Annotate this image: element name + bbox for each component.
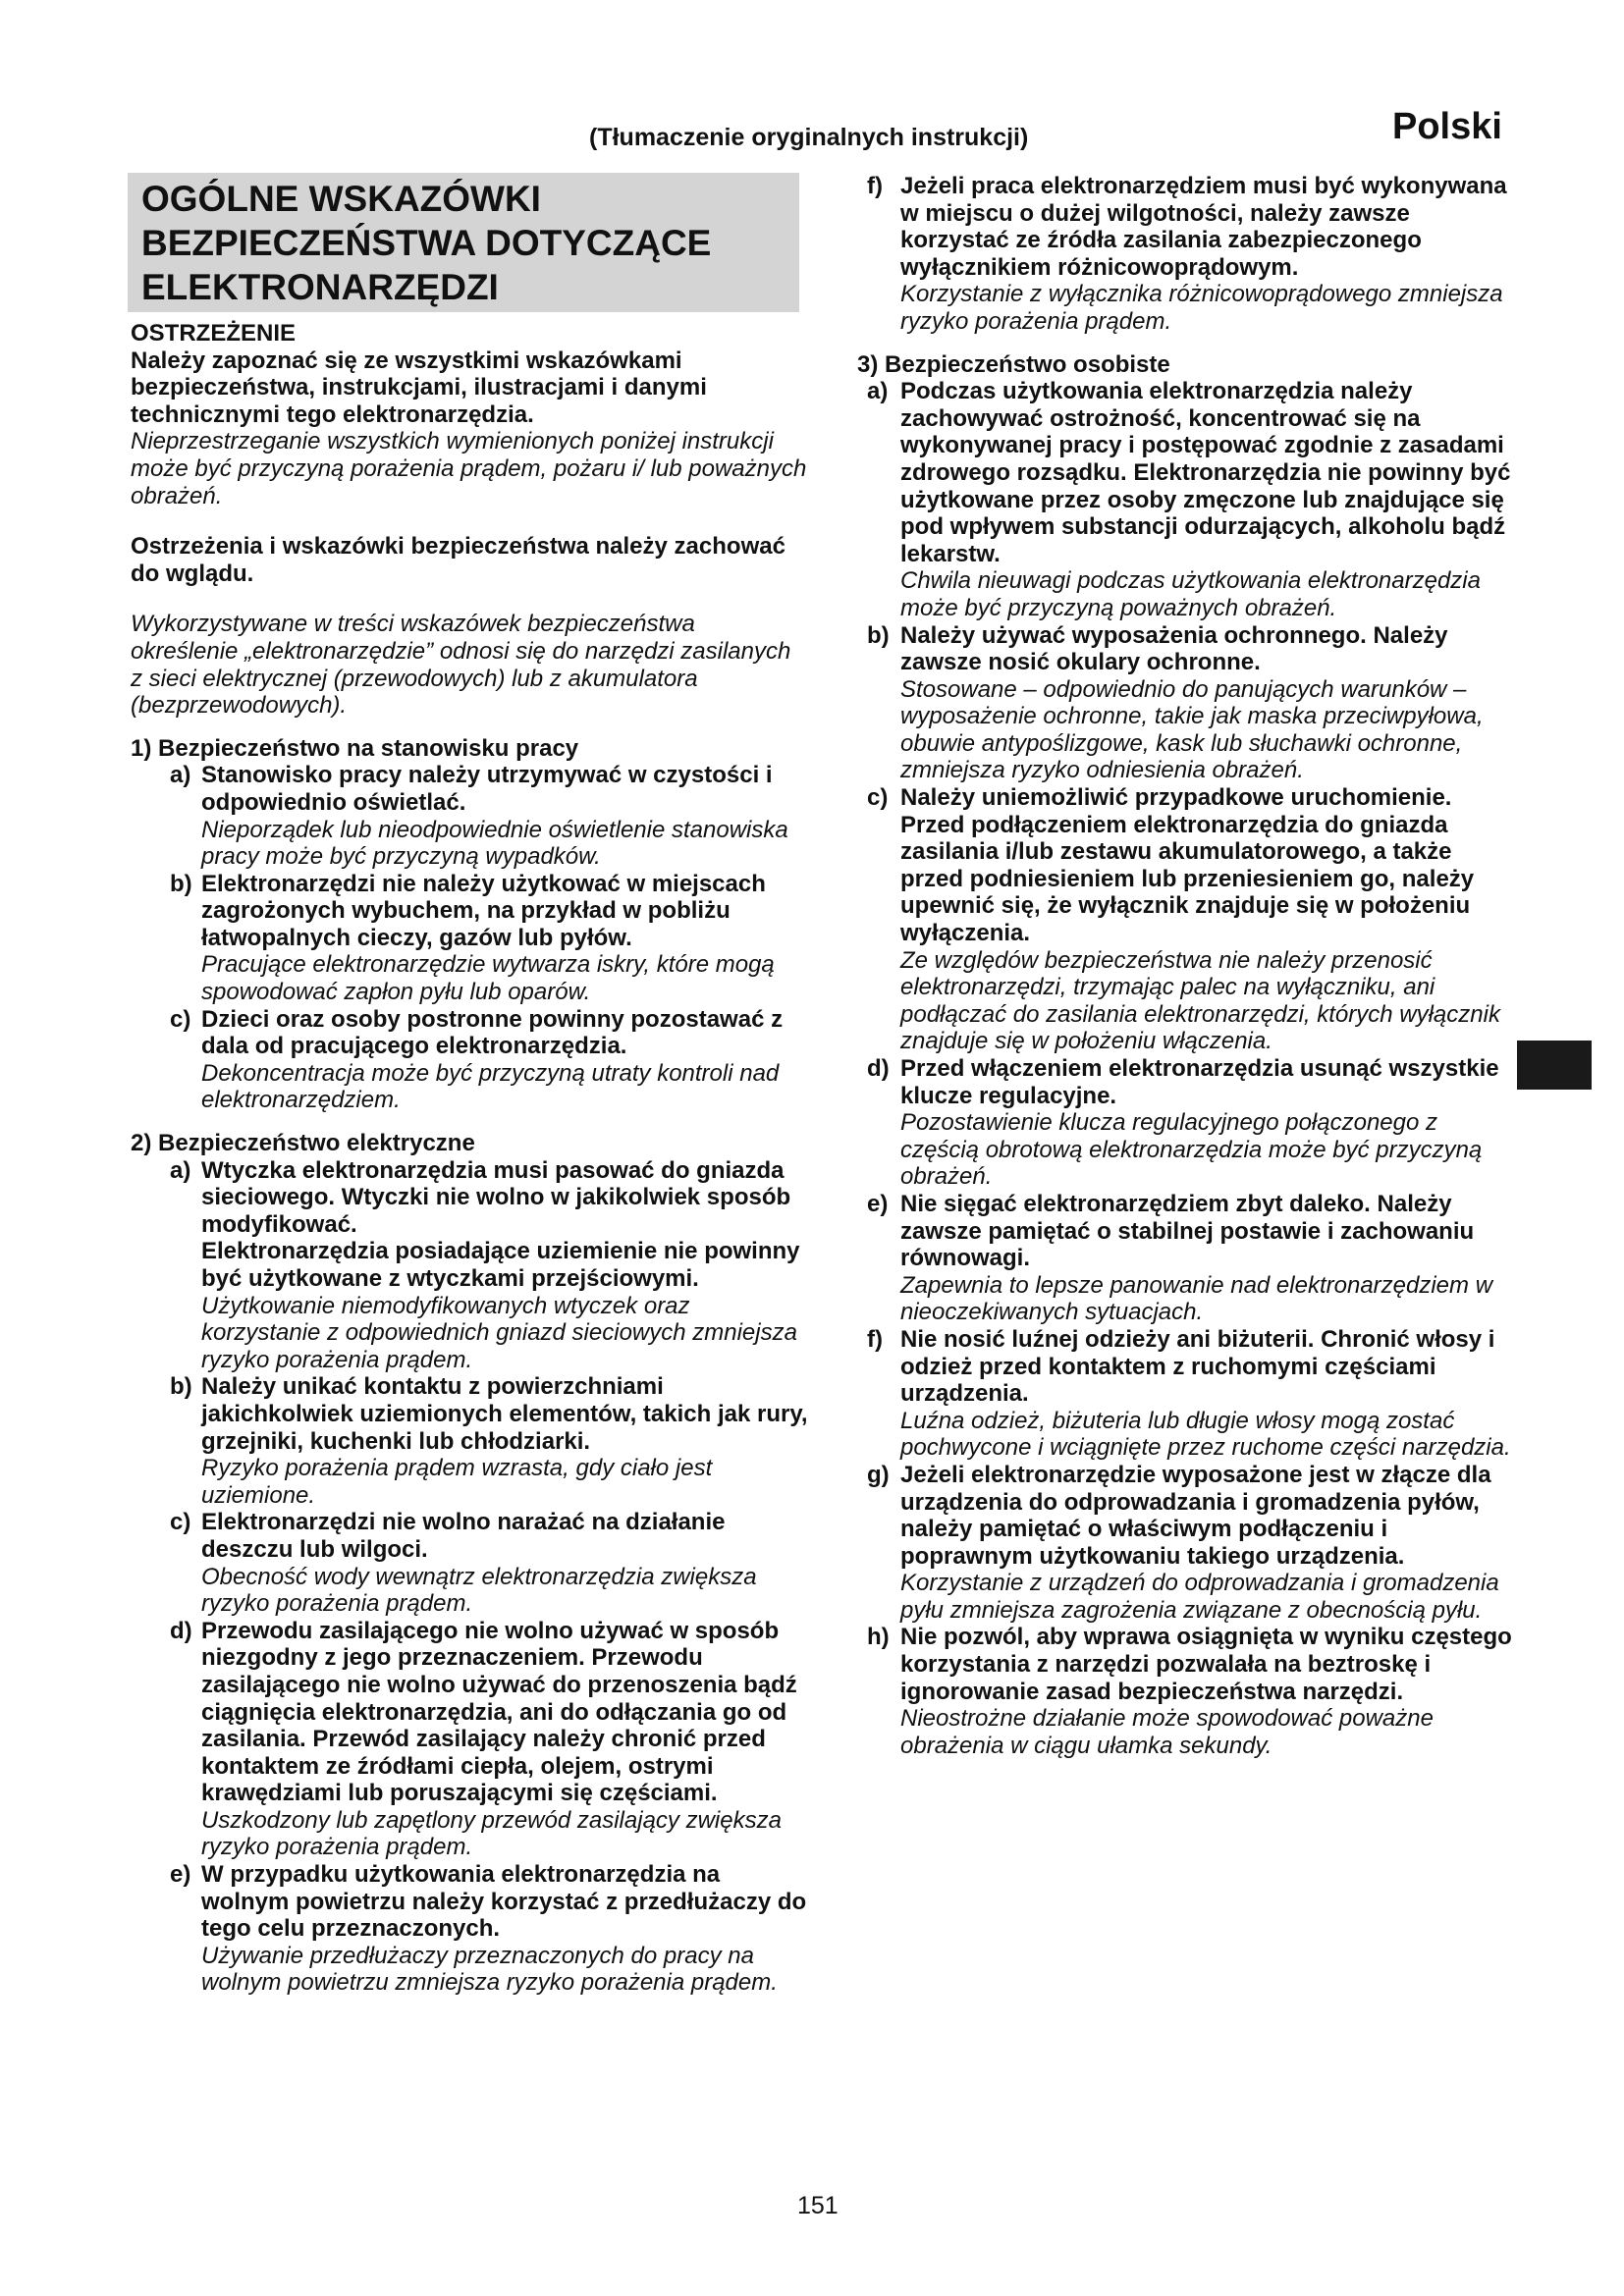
item-italic: Pracujące elektronarzędzie wytwarza iskry, które mogą spowodować zapłon pyłu lub oparów. [201,951,775,1006]
warning-italic-text: Nieprzestrzeganie wszystkich wymienionych poniżej instrukcji może być przyczyną porażenia prądem, pożaru i/ lub poważnych obrażeń. [131,428,807,509]
item-bold: Przed włączeniem elektronarzędzia usunąć wszystkie klucze regulacyjne. [900,1055,1499,1109]
item-italic: Obecność wody wewnątrz elektronarzędzia zwiększa ryzyko porażenia prądem. [201,1563,757,1618]
item-italic: Nieostrożne działanie może spowodować poważne obrażenia w ciągu ułamka sekundy. [900,1705,1434,1759]
item-bold: Należy unikać kontaktu z powierzchniami jakichkolwiek uziemionych elementów, takich jak rury, grzejniki, kuchenki lub chłodziarki. [201,1373,808,1455]
item-bold: Nie sięgać elektronarzędziem zbyt daleko. Należy zawsze pamiętać o stabilnej postawie i zachowaniu równowagi. [900,1190,1475,1272]
item-label: c) [867,784,889,812]
item-label: c) [170,1005,191,1033]
list-item [131,1157,808,1374]
item-bold: Należy uniemożliwić przypadkowe uruchomienie. Przed podłączeniem elektronarzędzia do gniazda zasilania i/lub zestawu akumulatorowego, a także przed podniesieniem lub przeniesieniem go, należy upewnić się, że wyłącznik znajduje się w położeniu wyłączenia. [900,784,1475,947]
list-item [131,762,808,870]
item-italic: Chwila nieuwagi podczas użytkowania elektronarzędzia może być przyczyną poważnych obrażeń. [900,567,1481,621]
list-item [131,1618,808,1861]
language-tab-marker [1517,1041,1592,1090]
title-line: OGÓLNE WSKAZÓWKI [141,179,541,219]
item-italic: Ryzyko porażenia prądem wzrasta, gdy ciało jest uziemione. [201,1455,713,1509]
item-italic: Korzystanie z urządzeń do odprowadzania i gromadzenia pyłu zmniejsza zagrożenia związane z obecnością pyłu. [900,1570,1499,1624]
item-label: e) [867,1190,889,1217]
list-item [857,1624,1515,1759]
list-item [131,1509,808,1617]
item-bold: Przewodu zasilającego nie wolno używać w sposób niezgodny z jego przeznaczeniem. Przewodu zasilającego nie wolno używać do przenoszenia bądź ciągnięcia elektronarzędzia, ani do odłączania go od zasilania. Przewód zasilający należy chronić przed kontaktem ze źródłami ciepła, olejem, ostrymi krawędziami lub poruszającymi się częściami. [201,1617,797,1807]
item-bold: W przypadku użytkowania elektronarzędzia na wolnym powietrzu należy korzystać z przedłużaczy do tego celu przeznaczonych. [201,1861,807,1943]
title-line: ELEKTRONARZĘDZI [141,267,499,307]
keep-instructions-note: Ostrzeżenia i wskazówki bezpieczeństwa należy zachować do wglądu. [131,533,785,587]
item-italic: Użytkowanie niemodyfikowanych wtyczek oraz korzystanie z odpowiednich gniazd sieciowych zmniejsza ryzyko porażenia prądem. [201,1292,797,1373]
definition-note: Wykorzystywane w treści wskazówek bezpieczeństwa określenie „elektronarzędzie” odnosi się do narzędzi zasilanych z sieci elektrycznej (przewodowych) lub z akumulatora (bezprzewodowych). [131,611,791,720]
item-bold: Jeżeli elektronarzędzie wyposażone jest w złącze dla urządzenia do odprowadzania i gromadzenia pyłów, należy pamiętać o właściwym podłączeniu i poprawnym użytkowaniu takiego urządzenia. [900,1461,1491,1570]
item-label: f) [867,173,883,199]
item-bold: Nie nosić luźnej odzieży ani biżuterii. Chronić włosy i odzież przed kontaktem z ruchomymi częściami urządzenia. [900,1325,1495,1408]
translation-note: (Tłumaczenie oryginalnych instrukcji) [589,124,1029,151]
list-item [131,1006,808,1114]
item-bold: Dzieci oraz osoby postronne powinny pozostawać z dala od pracującego elektronarzędzia. [201,1005,784,1060]
item-bold: Jeżeli praca elektronarzędziem musi być wykonywana w miejscu o dużej wilgotności, należy zawsze korzystać ze źródła zasilania zabezpieczonego wyłącznikiem różnicowoprądowym. [900,173,1507,281]
list-item [857,1055,1515,1191]
section-heading-electrical: 2) Bezpieczeństwo elektryczne [131,1130,475,1157]
title-line: BEZPIECZEŃSTWA DOTYCZĄCE [141,223,712,263]
item-italic: Stosowane – odpowiednio do panujących warunków – wyposażenie ochronne, takie jak maska przeciwpyłowa, obuwie antypoślizgowe, kask lub słuchawki ochronne, zmniejsza ryzyko odniesienia obrażeń. [900,675,1484,784]
list-item [857,622,1515,785]
item-label: f) [867,1325,883,1353]
item-bold: Podczas użytkowania elektronarzędzia należy zachowywać ostrożność, koncentrować się na wykonywanej pracy i postępować zgodnie z zasadami zdrowego rozsądku. Elektronarzędzia nie powinny być użytkowane przez osoby zmęczone lub znajdujące się pod wpływem substancji odurzających, alkoholu bądź lekarstw. [900,378,1511,567]
list-item [857,1191,1515,1326]
item-italic: Używanie przedłużaczy przeznaczonych do pracy na wolnym powietrzu zmniejsza ryzyko porażenia prądem. [201,1942,778,1997]
warning-bold-text: Należy zapoznać się ze wszystkimi wskazówkami bezpieczeństwa, instrukcjami, ilustracjami i danymi technicznymi tego elektronarzędzia. [131,347,707,428]
section-heading-workplace: 1) Bezpieczeństwo na stanowisku pracy [131,734,579,762]
item-italic: Dekoncentracja może być przyczyną utraty kontroli nad elektronarzędziem. [201,1059,780,1114]
item-label: b) [170,1373,192,1401]
list-item [131,1373,808,1509]
list-item [857,784,1515,1055]
left-column [131,320,808,1997]
item-italic: Pozostawienie klucza regulacyjnego połączonego z częścią obrotową elektronarzędzia może być przyczyną obrażeń. [900,1109,1483,1191]
language-label: Polski [1392,106,1502,147]
page-number: 151 [797,2192,839,2219]
list-item [857,1462,1515,1625]
section-title-box [128,173,799,312]
list-item [857,173,1515,336]
item-label: a) [867,378,889,405]
item-bold: Nie pozwól, aby wprawa osiągnięta w wyniku częstego korzystania z narzędzi pozwalała na beztroskę i ignorowanie zasad bezpieczeństwa narzędzi. [900,1624,1512,1705]
item-label: d) [170,1617,192,1644]
item-label: b) [867,621,890,649]
item-italic: Ze względów bezpieczeństwa nie należy przenosić elektronarzędzi, trzymając palec na wyłączniku, ani podłączać do zasilania elektronarzędzi, których wyłącznik znajduje się w położeniu włączenia. [900,946,1500,1055]
right-column [857,173,1515,1759]
item-italic: Nieporządek lub nieodpowiednie oświetlenie stanowiska pracy może być przyczyną wypadków. [201,816,788,871]
section-heading-personal: 3) Bezpieczeństwo osobiste [857,350,1170,378]
item-bold: Stanowisko pracy należy utrzymywać w czystości i odpowiednio oświetlać. [201,762,773,816]
item-italic: Luźna odzież, biżuteria lub długie włosy mogą zostać pochwycone i wciągnięte przez ruchome części narzędzia. [900,1407,1511,1462]
item-bold: Należy używać wyposażenia ochronnego. Należy zawsze nosić okulary ochronne. [900,621,1448,676]
warning-heading: OSTRZEŻENIE [131,320,297,347]
item-label: a) [170,762,191,789]
item-italic: Uszkodzony lub zapętlony przewód zasilający zwiększa ryzyko porażenia prądem. [201,1806,782,1861]
item-label: a) [170,1156,191,1184]
item-label: g) [867,1461,890,1488]
item-bold: Elektronarzędzi nie należy użytkować w miejscach zagrożonych wybuchem, na przykład w pobliżu łatwopalnych cieczy, gazów lub pyłów. [201,870,766,951]
list-item [857,1326,1515,1462]
item-label: b) [170,870,192,897]
list-item [131,871,808,1006]
list-item [131,1861,808,1997]
item-bold: Elektronarzędzi nie wolno narażać na działanie deszczu lub wilgoci. [201,1509,726,1563]
item-label: d) [867,1055,890,1082]
item-italic: Zapewnia to lepsze panowanie nad elektronarzędziem w nieoczekiwanych sytuacjach. [900,1271,1493,1326]
item-label: e) [170,1861,191,1889]
item-bold: Wtyczka elektronarzędzia musi pasować do gniazda sieciowego. Wtyczki nie wolno w jakikolwiek sposób modyfikować. [201,1156,791,1238]
item-label: c) [170,1509,191,1536]
list-item [857,378,1515,621]
item-italic: Korzystanie z wyłącznika różnicowoprądowego zmniejsza ryzyko porażenia prądem. [900,281,1503,335]
item-label: h) [867,1624,890,1651]
item-bold: Elektronarzędzia posiadające uziemienie nie powinny być użytkowane z wtyczkami przejściowymi. [201,1238,800,1292]
